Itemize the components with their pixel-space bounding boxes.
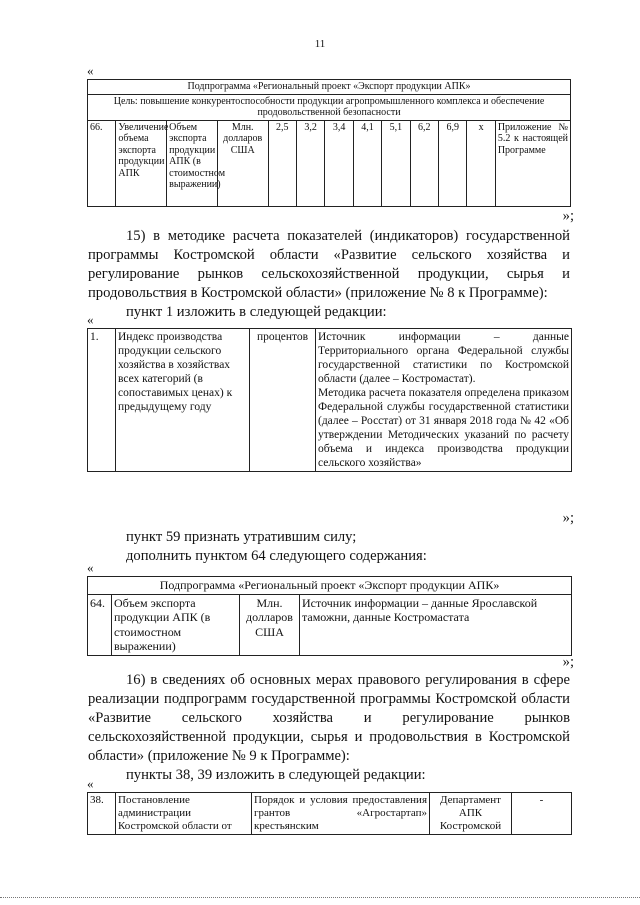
source-cell: Источник информации – данные Ярославской таможни, данные Костромастата <box>300 594 572 655</box>
subprogram-title-2: Подпрограмма «Региональный проект «Экспорт продукции АПК» <box>88 577 572 595</box>
open-quote-1: « <box>87 63 94 78</box>
value-cell: 6,9 <box>439 120 467 206</box>
indicator-cell: Объем экспорта продукции АПК (в стоимостном выражении) <box>112 594 240 655</box>
subprogram-title-1: Подпрограмма «Региональный проект «Экспорт продукции АПК» <box>88 80 571 95</box>
open-quote-2: « <box>87 312 94 327</box>
paragraph-15: 15) в методике расчета показателей (индикаторов) государственной программы Костромской области «Развитие сельского хозяйства и регулирование рынков сельскохозяйственной продукции, сырья и продовольствия в Костромской области» (приложение № 8 к Программе): <box>88 228 570 301</box>
paragraph-16: 16) в сведениях об основных мерах правового регулирования в сфере реализации подпрограмм государственной программы Костромской области «Развитие сельского хозяйства и регулирование рынков сельскохозяйственной продукции, сырья и продовольствия в Костромской области» (приложение № 9 к Программе): <box>88 672 570 764</box>
row-number: 64. <box>88 594 112 655</box>
value-cell: 5,1 <box>382 120 410 206</box>
table-export-indicator <box>87 79 571 207</box>
row-number: 38. <box>88 793 116 835</box>
value-cell: х <box>467 120 495 206</box>
point-59-instruction: пункт 59 признать утратившим силу; <box>126 529 357 545</box>
indicator-cell: Увеличение объема экспорта продукции АПК <box>116 120 167 206</box>
point-64-instruction: дополнить пунктом 64 следующего содержания: <box>126 548 427 564</box>
unit-cell: Млн. долларов США <box>217 120 268 206</box>
indicator-cell: Индекс производства продукции сельского хозяйства в хозяйствах всех категорий (в сопоставимых ценах) к предыдущему году <box>116 329 250 472</box>
row-number: 66. <box>88 120 116 206</box>
measure-cell: Объем экспорта продукции АПК (в стоимостном выражении) <box>167 120 218 206</box>
unit-cell: Млн. долларов США <box>240 594 300 655</box>
value-cell: 2,5 <box>268 120 296 206</box>
legal-act-cell: Постановление администрации Костромской области от <box>116 793 252 835</box>
value-cell: 4,1 <box>353 120 381 206</box>
close-mark-1: »; <box>562 208 574 224</box>
unit-cell: процентов <box>250 329 316 472</box>
open-quote-3: « <box>87 560 94 575</box>
deadline-cell: - <box>512 793 572 835</box>
page-number: 11 <box>314 38 326 50</box>
subprogram-goal: Цель: повышение конкурентоспособности продукции агропромышленного комплекса и обеспечение продовольственной безопасности <box>88 94 571 120</box>
source-text: Источник информации – данные Территориального органа Федеральной службы государственной статистики по Костромской области (далее – Костромастат). <box>318 331 569 385</box>
note-cell: Приложение № 5.2 к настоящей Программе <box>495 120 570 206</box>
method-text: Методика расчета показателя определена приказом Федеральной службы государственной статистики (далее – Росстат) от 31 января 2018 года № 42 «Об утверждении Методических указаний по расчету объема и индекса производства продукции сельского хозяйства» <box>318 387 569 469</box>
value-cell: 3,4 <box>325 120 353 206</box>
page-bottom-edge <box>0 897 640 898</box>
point-1-instruction: пункт 1 изложить в следующей редакции: <box>126 304 387 320</box>
row-number: 1. <box>88 329 116 472</box>
table-export-volume <box>87 576 572 656</box>
value-cell: 6,2 <box>410 120 438 206</box>
close-mark-3: »; <box>562 654 574 670</box>
value-cell: 3,2 <box>296 120 324 206</box>
open-quote-4: « <box>87 776 94 791</box>
points-38-39-instruction: пункты 38, 39 изложить в следующей редакции: <box>126 767 426 783</box>
table-legal-measures <box>87 792 572 835</box>
content-cell: Порядок и условия предоставления грантов «Агростартап» крестьянским <box>252 793 430 835</box>
executor-cell: Департамент АПК Костромской <box>430 793 512 835</box>
close-mark-2: »; <box>562 510 574 526</box>
table-production-index <box>87 328 572 472</box>
